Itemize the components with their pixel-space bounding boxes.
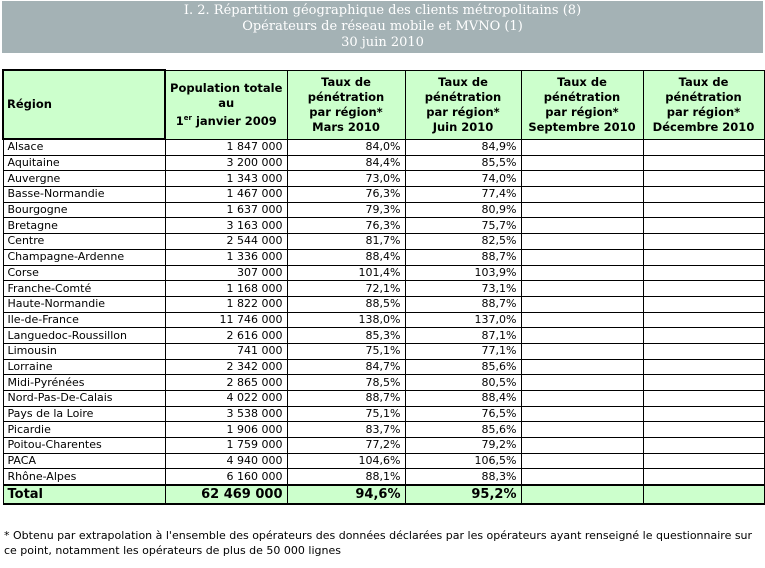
cell-mars-2010: 84,0% — [287, 139, 405, 155]
cell-population: 4 940 000 — [165, 453, 287, 469]
cell-septembre-2010 — [521, 249, 643, 265]
cell-population: 3 538 000 — [165, 406, 287, 422]
cell-mars-2010: 104,6% — [287, 453, 405, 469]
table-row — [3, 234, 764, 250]
cell-population: 1 906 000 — [165, 422, 287, 438]
title-line-1: I. 2. Répartition géographique des clients métropolitains (8) — [183, 3, 582, 18]
table-row — [3, 296, 764, 312]
cell-population: 2 342 000 — [165, 359, 287, 375]
cell-septembre-2010 — [521, 422, 643, 438]
cell-population: 1 847 000 — [165, 139, 287, 155]
cell-septembre-2010 — [521, 391, 643, 407]
cell-decembre-2010 — [643, 406, 764, 422]
cell-region: Picardie — [3, 422, 165, 438]
cell-mars-2010: 76,3% — [287, 187, 405, 203]
cell-region: Pays de la Loire — [3, 406, 165, 422]
cell-decembre-2010 — [643, 218, 764, 234]
cell-septembre-2010 — [521, 139, 643, 155]
cell-decembre-2010 — [643, 249, 764, 265]
cell-region: Limousin — [3, 343, 165, 359]
title-line-3: 30 juin 2010 — [341, 35, 424, 50]
cell-population: 2 865 000 — [165, 375, 287, 391]
cell-decembre-2010 — [643, 375, 764, 391]
cell-septembre-2010 — [521, 234, 643, 250]
cell-decembre-2010 — [643, 391, 764, 407]
total-row — [3, 485, 764, 504]
cell-decembre-2010 — [643, 296, 764, 312]
title-banner — [2, 1, 763, 53]
cell-mars-2010: 76,3% — [287, 218, 405, 234]
cell-juin-2010: 137,0% — [405, 312, 521, 328]
cell-population: 4 022 000 — [165, 391, 287, 407]
cell-region: Corse — [3, 265, 165, 281]
table-row — [3, 438, 764, 454]
cell-juin-2010: 82,5% — [405, 234, 521, 250]
table-body — [3, 139, 764, 504]
cell-region: PACA — [3, 453, 165, 469]
table-row — [3, 469, 764, 485]
cell-juin-2010: 74,0% — [405, 171, 521, 187]
header-region: Région — [3, 70, 165, 139]
cell-juin-2010: 88,7% — [405, 296, 521, 312]
cell-population: 3 200 000 — [165, 155, 287, 171]
cell-decembre-2010 — [643, 438, 764, 454]
cell-decembre-2010 — [643, 171, 764, 187]
cell-decembre-2010 — [643, 359, 764, 375]
cell-region: Midi-Pyrénées — [3, 375, 165, 391]
cell-region: Alsace — [3, 139, 165, 155]
cell-region: Centre — [3, 234, 165, 250]
header-septembre-2010: Taux de pénétration par région* Septembre 2010 — [521, 70, 643, 139]
cell-decembre-2010 — [643, 453, 764, 469]
cell-juin-2010: 75,7% — [405, 218, 521, 234]
cell-juin-2010: 76,5% — [405, 406, 521, 422]
cell-region: Lorraine — [3, 359, 165, 375]
cell-population: 6 160 000 — [165, 469, 287, 485]
cell-mars-2010: 88,5% — [287, 296, 405, 312]
cell-region: Poitou-Charentes — [3, 438, 165, 454]
cell-septembre-2010 — [521, 406, 643, 422]
table-row — [3, 155, 764, 171]
cell-septembre-2010 — [521, 375, 643, 391]
cell-septembre-2010 — [521, 343, 643, 359]
cell-decembre-2010 — [643, 139, 764, 155]
header-row — [3, 70, 764, 139]
table-row — [3, 391, 764, 407]
cell-population: 1 168 000 — [165, 281, 287, 297]
cell-septembre-2010 — [521, 281, 643, 297]
cell-population: 1 759 000 — [165, 438, 287, 454]
cell-septembre-2010 — [521, 485, 643, 504]
table-row — [3, 202, 764, 218]
cell-population: 1 637 000 — [165, 202, 287, 218]
cell-mars-2010: 83,7% — [287, 422, 405, 438]
cell-septembre-2010 — [521, 453, 643, 469]
cell-juin-2010: 77,4% — [405, 187, 521, 203]
header-mars-2010: Taux de pénétration par région* Mars 2010 — [287, 70, 405, 139]
cell-population: 741 000 — [165, 343, 287, 359]
cell-septembre-2010 — [521, 312, 643, 328]
cell-mars-2010: 78,5% — [287, 375, 405, 391]
cell-decembre-2010 — [643, 328, 764, 344]
cell-juin-2010: 88,7% — [405, 249, 521, 265]
cell-region: Basse-Normandie — [3, 187, 165, 203]
cell-septembre-2010 — [521, 218, 643, 234]
cell-population: 2 616 000 — [165, 328, 287, 344]
penetration-table — [2, 69, 765, 505]
cell-region: Auvergne — [3, 171, 165, 187]
cell-decembre-2010 — [643, 187, 764, 203]
cell-juin-2010: 77,1% — [405, 343, 521, 359]
cell-septembre-2010 — [521, 171, 643, 187]
cell-population: 1 343 000 — [165, 171, 287, 187]
table-row — [3, 281, 764, 297]
cell-mars-2010: 79,3% — [287, 202, 405, 218]
cell-mars-2010: 77,2% — [287, 438, 405, 454]
cell-mars-2010: 75,1% — [287, 343, 405, 359]
cell-decembre-2010 — [643, 202, 764, 218]
cell-population: 1 822 000 — [165, 296, 287, 312]
cell-population: 307 000 — [165, 265, 287, 281]
cell-population: 2 544 000 — [165, 234, 287, 250]
cell-juin-2010: 87,1% — [405, 328, 521, 344]
cell-septembre-2010 — [521, 296, 643, 312]
cell-septembre-2010 — [521, 438, 643, 454]
cell-region: Rhône-Alpes — [3, 469, 165, 485]
cell-population: 1 336 000 — [165, 249, 287, 265]
cell-population: 11 746 000 — [165, 312, 287, 328]
cell-juin-2010: 88,3% — [405, 469, 521, 485]
cell-mars-2010: 84,4% — [287, 155, 405, 171]
cell-septembre-2010 — [521, 187, 643, 203]
table-row — [3, 406, 764, 422]
cell-region: Franche-Comté — [3, 281, 165, 297]
table-row — [3, 218, 764, 234]
cell-juin-2010: 73,1% — [405, 281, 521, 297]
table-row — [3, 343, 764, 359]
cell-mars-2010: 94,6% — [287, 485, 405, 504]
table-row — [3, 249, 764, 265]
cell-decembre-2010 — [643, 485, 764, 504]
cell-mars-2010: 85,3% — [287, 328, 405, 344]
cell-mars-2010: 88,7% — [287, 391, 405, 407]
cell-septembre-2010 — [521, 359, 643, 375]
header-juin-2010: Taux de pénétration par région* Juin 2010 — [405, 70, 521, 139]
table-row — [3, 375, 764, 391]
cell-mars-2010: 138,0% — [287, 312, 405, 328]
cell-region: Champagne-Ardenne — [3, 249, 165, 265]
cell-mars-2010: 88,4% — [287, 249, 405, 265]
cell-mars-2010: 75,1% — [287, 406, 405, 422]
table-row — [3, 453, 764, 469]
cell-mars-2010: 73,0% — [287, 171, 405, 187]
title-line-2: Opérateurs de réseau mobile et MVNO (1) — [242, 19, 523, 34]
cell-region: Nord-Pas-De-Calais — [3, 391, 165, 407]
table-row — [3, 328, 764, 344]
cell-decembre-2010 — [643, 234, 764, 250]
table-row — [3, 312, 764, 328]
cell-decembre-2010 — [643, 469, 764, 485]
cell-juin-2010: 84,9% — [405, 139, 521, 155]
cell-mars-2010: 81,7% — [287, 234, 405, 250]
cell-region: Bourgogne — [3, 202, 165, 218]
cell-septembre-2010 — [521, 469, 643, 485]
cell-septembre-2010 — [521, 265, 643, 281]
table-row — [3, 171, 764, 187]
cell-septembre-2010 — [521, 328, 643, 344]
cell-mars-2010: 72,1% — [287, 281, 405, 297]
cell-decembre-2010 — [643, 422, 764, 438]
cell-septembre-2010 — [521, 202, 643, 218]
cell-juin-2010: 79,2% — [405, 438, 521, 454]
header-decembre-2010: Taux de pénétration par région* Décembre 2010 — [643, 70, 764, 139]
cell-mars-2010: 84,7% — [287, 359, 405, 375]
table-row — [3, 187, 764, 203]
cell-region: Languedoc-Roussillon — [3, 328, 165, 344]
cell-juin-2010: 85,5% — [405, 155, 521, 171]
cell-decembre-2010 — [643, 343, 764, 359]
table-row — [3, 359, 764, 375]
cell-region: Ile-de-France — [3, 312, 165, 328]
header-population: Population totale au 1er janvier 2009 — [165, 70, 287, 139]
cell-region: Total — [3, 485, 165, 504]
cell-septembre-2010 — [521, 155, 643, 171]
cell-juin-2010: 103,9% — [405, 265, 521, 281]
cell-region: Aquitaine — [3, 155, 165, 171]
cell-population: 62 469 000 — [165, 485, 287, 504]
cell-population: 3 163 000 — [165, 218, 287, 234]
cell-juin-2010: 85,6% — [405, 359, 521, 375]
footnote: * Obtenu par extrapolation à l'ensemble des opérateurs des données déclarées par les opérateurs ayant renseigné le questionnaire sur ce point, notamment les opérateurs de plus de 50 000 lignes — [4, 529, 753, 557]
table-row — [3, 139, 764, 155]
cell-juin-2010: 88,4% — [405, 391, 521, 407]
cell-mars-2010: 101,4% — [287, 265, 405, 281]
cell-juin-2010: 106,5% — [405, 453, 521, 469]
table-row — [3, 422, 764, 438]
cell-juin-2010: 80,9% — [405, 202, 521, 218]
cell-juin-2010: 85,6% — [405, 422, 521, 438]
cell-decembre-2010 — [643, 281, 764, 297]
cell-juin-2010: 95,2% — [405, 485, 521, 504]
cell-juin-2010: 80,5% — [405, 375, 521, 391]
cell-decembre-2010 — [643, 265, 764, 281]
cell-decembre-2010 — [643, 155, 764, 171]
table-row — [3, 265, 764, 281]
cell-decembre-2010 — [643, 312, 764, 328]
cell-region: Bretagne — [3, 218, 165, 234]
cell-mars-2010: 88,1% — [287, 469, 405, 485]
cell-population: 1 467 000 — [165, 187, 287, 203]
cell-region: Haute-Normandie — [3, 296, 165, 312]
